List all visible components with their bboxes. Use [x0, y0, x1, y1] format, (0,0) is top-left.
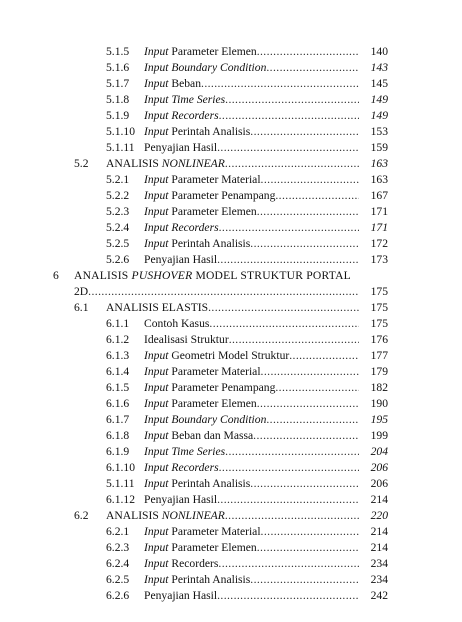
dot-leader [266, 412, 359, 428]
toc-entry [0, 108, 462, 124]
page-number: 171 [370, 205, 388, 218]
toc-entry [0, 588, 462, 604]
table-of-contents [0, 44, 462, 604]
dot-leader [209, 316, 359, 332]
dot-leader [225, 444, 359, 460]
title-fragment: Input [144, 573, 169, 586]
dot-leader [266, 60, 359, 76]
toc-entry [0, 428, 462, 444]
title-fragment: Input [144, 77, 169, 90]
section-number: 6.1.9 [106, 445, 130, 458]
title-fragment: Input Boundary Condition [144, 61, 267, 74]
title-fragment: Input [144, 525, 169, 538]
toc-entry [0, 252, 462, 268]
title-fragment: NONLINEAR [161, 157, 225, 170]
title-fragment: Perintah Analisis [168, 477, 251, 490]
section-number: 6.2.5 [106, 573, 130, 586]
dot-leader [257, 540, 359, 556]
page-number: 163 [370, 157, 388, 170]
dot-leader [218, 556, 359, 572]
page-number: 179 [370, 365, 388, 378]
section-title [144, 60, 266, 76]
dot-leader [257, 44, 359, 60]
page-number: 159 [370, 141, 388, 154]
title-fragment: Penyajian Hasil [144, 589, 218, 602]
toc-entry [0, 156, 462, 172]
page-number: 214 [370, 541, 388, 554]
section-title [144, 140, 217, 156]
section-number: 6.2.6 [106, 589, 130, 602]
title-fragment: Parameter Material [168, 525, 261, 538]
page-number: 190 [370, 397, 388, 410]
title-fragment: Input [144, 381, 169, 394]
title-fragment: Recorders [168, 557, 219, 570]
section-title [144, 316, 209, 332]
toc-entry [0, 556, 462, 572]
title-fragment: Parameter Elemen [168, 541, 257, 554]
toc-entry [0, 300, 462, 316]
page-number: 206 [370, 461, 388, 474]
section-title [144, 204, 257, 220]
page-number: 172 [370, 237, 388, 250]
section-number: 6.1.5 [106, 381, 130, 394]
dot-leader [201, 76, 359, 92]
title-fragment: Penyajian Hasil [144, 253, 218, 266]
dot-leader [225, 92, 359, 108]
toc-entry [0, 188, 462, 204]
section-title [144, 332, 229, 348]
section-number: 6.2.1 [106, 525, 130, 538]
toc-entry [0, 524, 462, 540]
page-number: 182 [370, 381, 388, 394]
title-fragment: Parameter Penampang [168, 381, 276, 394]
section-title [144, 124, 250, 140]
section-number: 6 [53, 269, 59, 282]
section-number: 5.2.3 [106, 205, 130, 218]
page-number: 214 [370, 493, 388, 506]
title-fragment: Input [144, 173, 169, 186]
section-title [144, 476, 250, 492]
dot-leader [261, 172, 359, 188]
toc-entry [0, 348, 462, 364]
title-fragment: Parameter Material [168, 173, 261, 186]
title-fragment: 2D [74, 285, 89, 298]
section-number: 5.1.5 [106, 45, 130, 58]
dot-leader [217, 588, 359, 604]
page-number: 206 [370, 477, 388, 490]
title-fragment: Perintah Analisis [168, 573, 251, 586]
section-number: 6.1.7 [106, 413, 130, 426]
page-number: 171 [370, 221, 388, 234]
section-title [144, 412, 266, 428]
page-number: 242 [370, 589, 388, 602]
page-number: 234 [370, 557, 388, 570]
title-fragment: Perintah Analisis [168, 237, 251, 250]
dot-leader [225, 156, 359, 172]
toc-entry [0, 444, 462, 460]
section-number: 6.1.1 [106, 317, 130, 330]
section-title [144, 92, 225, 108]
title-fragment: NONLINEAR [161, 509, 225, 522]
section-number: 5.1.10 [106, 125, 135, 138]
toc-entry [0, 140, 462, 156]
title-fragment: ANALISIS [106, 157, 162, 170]
title-fragment: Beban [168, 77, 202, 90]
section-number: 5.1.11 [106, 477, 135, 490]
toc-entry [0, 572, 462, 588]
toc-entry [0, 460, 462, 476]
toc-entry [0, 124, 462, 140]
dot-leader [253, 428, 359, 444]
title-fragment: Input [144, 477, 169, 490]
page-number: 214 [370, 525, 388, 538]
page-number: 140 [370, 45, 388, 58]
toc-entry [0, 476, 462, 492]
dot-leader [250, 124, 359, 140]
toc-entry [0, 60, 462, 76]
section-number: 6.2.3 [106, 541, 130, 554]
title-fragment: Penyajian Hasil [144, 141, 218, 154]
title-fragment: Input [144, 541, 169, 554]
title-fragment: Input [144, 365, 169, 378]
section-title [106, 508, 225, 524]
section-number: 6.2.4 [106, 557, 130, 570]
title-fragment: ANALISIS ELASTIS [106, 301, 209, 314]
title-fragment: PUSHOVER [131, 269, 193, 282]
title-fragment: Input [144, 125, 169, 138]
section-title [144, 540, 257, 556]
dot-leader [275, 380, 359, 396]
section-number: 5.2.1 [106, 173, 130, 186]
page-number: 204 [370, 445, 388, 458]
section-number: 6.1.10 [106, 461, 135, 474]
title-fragment: Input Time Series [144, 93, 226, 106]
section-number: 6.2 [74, 509, 89, 522]
toc-entry [0, 236, 462, 252]
section-number: 6.1 [74, 301, 89, 314]
toc-entry [0, 380, 462, 396]
title-fragment: Input Recorders [144, 109, 219, 122]
section-title [144, 460, 219, 476]
toc-entry [0, 332, 462, 348]
section-title [144, 108, 219, 124]
dot-leader [289, 348, 359, 364]
dot-leader [261, 524, 359, 540]
toc-entry [0, 172, 462, 188]
toc-entry [0, 508, 462, 524]
section-title [144, 380, 275, 396]
title-fragment: Input Time Series [144, 445, 226, 458]
section-title [144, 364, 261, 380]
title-fragment: Input [144, 189, 169, 202]
dot-leader [250, 476, 359, 492]
section-title [144, 172, 261, 188]
title-fragment: Input [144, 397, 169, 410]
toc-entry [0, 92, 462, 108]
page-number: 195 [370, 413, 388, 426]
title-fragment: Geometri Model Struktur [168, 349, 290, 362]
page-number: 145 [370, 77, 388, 90]
section-title [74, 268, 351, 284]
section-title [144, 588, 217, 604]
section-number: 6.1.2 [106, 333, 130, 346]
section-number: 6.1.4 [106, 365, 130, 378]
section-title [144, 252, 217, 268]
title-fragment: Parameter Elemen [168, 397, 257, 410]
dot-leader [219, 108, 359, 124]
toc-entry [0, 76, 462, 92]
page-number: 173 [370, 253, 388, 266]
title-fragment: Idealisasi Struktur [144, 333, 229, 346]
page-number: 143 [370, 61, 388, 74]
section-number: 5.2.5 [106, 237, 130, 250]
page-number: 167 [370, 189, 388, 202]
dot-leader [208, 300, 359, 316]
dot-leader [219, 460, 359, 476]
dot-leader [217, 492, 359, 508]
section-number: 5.2 [74, 157, 89, 170]
dot-leader [217, 252, 359, 268]
section-title [144, 492, 217, 508]
section-title [144, 572, 250, 588]
page-number: 175 [370, 285, 388, 298]
page-number: 234 [370, 573, 388, 586]
toc-entry [0, 412, 462, 428]
title-fragment: ANALISIS [74, 269, 132, 282]
title-fragment: Input Recorders [144, 221, 219, 234]
page-number: 153 [370, 125, 388, 138]
section-number: 5.1.7 [106, 77, 130, 90]
section-number: 6.1.12 [106, 493, 135, 506]
title-fragment: ANALISIS [106, 509, 162, 522]
page-number: 149 [370, 109, 388, 122]
dot-leader [257, 396, 359, 412]
section-title [144, 428, 253, 444]
toc-entry [0, 540, 462, 556]
section-number: 5.1.6 [106, 61, 130, 74]
title-fragment: Input Recorders [144, 461, 219, 474]
title-fragment: Input [144, 45, 169, 58]
section-title [144, 556, 218, 572]
dot-leader [88, 284, 359, 300]
title-fragment: Perintah Analisis [168, 125, 251, 138]
dot-leader [229, 332, 359, 348]
title-fragment: Beban dan Massa [168, 429, 254, 442]
dot-leader [225, 508, 359, 524]
section-title [144, 348, 289, 364]
dot-leader [275, 188, 359, 204]
title-fragment: Parameter Penampang [168, 189, 276, 202]
section-title [106, 156, 225, 172]
toc-entry [0, 204, 462, 220]
title-fragment: Penyajian Hasil [144, 493, 218, 506]
dot-leader [217, 140, 359, 156]
toc-entry [0, 316, 462, 332]
section-title [106, 300, 208, 316]
title-fragment: Input [144, 557, 169, 570]
dot-leader [250, 236, 359, 252]
section-number: 6.1.8 [106, 429, 130, 442]
toc-entry [0, 220, 462, 236]
dot-leader [257, 204, 359, 220]
page-number: 176 [370, 333, 388, 346]
section-title [144, 188, 275, 204]
page-number: 175 [370, 301, 388, 314]
dot-leader [250, 572, 359, 588]
section-title [144, 44, 257, 60]
page-number: 199 [370, 429, 388, 442]
section-title [144, 220, 219, 236]
title-fragment: Input Boundary Condition [144, 413, 267, 426]
page-number: 220 [370, 509, 388, 522]
toc-entry [0, 396, 462, 412]
page-number: 149 [370, 93, 388, 106]
toc-entry [0, 44, 462, 60]
title-fragment: Parameter Material [168, 365, 261, 378]
title-fragment: Input [144, 237, 169, 250]
title-fragment: MODEL STRUKTUR PORTAL [192, 269, 351, 282]
dot-leader [261, 364, 359, 380]
dot-leader [219, 220, 359, 236]
section-title [144, 76, 201, 92]
section-title [144, 444, 225, 460]
section-title [144, 236, 250, 252]
title-fragment: Parameter Elemen [168, 45, 257, 58]
page-number: 175 [370, 317, 388, 330]
toc-entry [0, 284, 462, 300]
section-number: 5.1.11 [106, 141, 135, 154]
title-fragment: Input [144, 205, 169, 218]
section-number: 5.2.2 [106, 189, 130, 202]
title-fragment: Contoh Kasus [144, 317, 210, 330]
toc-entry [0, 268, 462, 284]
page-number: 177 [370, 349, 388, 362]
section-number: 5.2.6 [106, 253, 130, 266]
section-number: 5.1.9 [106, 109, 130, 122]
toc-entry [0, 364, 462, 380]
section-title [144, 524, 261, 540]
section-number: 5.1.8 [106, 93, 130, 106]
section-title [74, 284, 88, 300]
page-number: 163 [370, 173, 388, 186]
section-number: 5.2.4 [106, 221, 130, 234]
title-fragment: Input [144, 349, 169, 362]
title-fragment: Input [144, 429, 169, 442]
toc-entry [0, 492, 462, 508]
section-number: 6.1.6 [106, 397, 130, 410]
title-fragment: Parameter Elemen [168, 205, 257, 218]
section-number: 6.1.3 [106, 349, 130, 362]
section-title [144, 396, 257, 412]
